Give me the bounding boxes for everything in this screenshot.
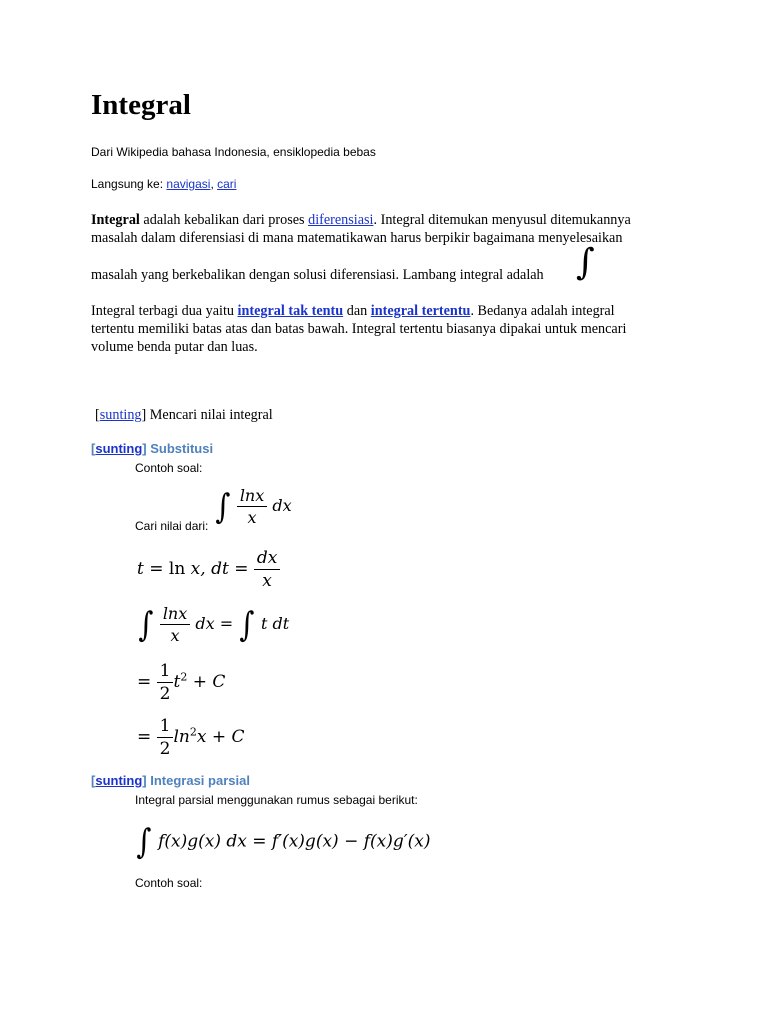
section-3-title: Integrasi parsial	[146, 773, 250, 788]
p1-text-2: . Integral ditemukan menyusul ditemukannya	[373, 212, 631, 228]
t-dt: t dt	[261, 614, 290, 633]
bracket-close: ]	[142, 441, 147, 456]
exponent: 2	[180, 670, 188, 684]
denominator: 2	[159, 684, 171, 704]
numerator: 1	[157, 661, 174, 683]
section-heading-substitution	[91, 441, 213, 456]
sub-mid: x, dt =	[185, 559, 254, 579]
find-value-label: Cari nilai dari:	[135, 519, 209, 533]
p1-text-1: adalah kebalikan dari proses	[139, 212, 309, 228]
integral-rewrite	[137, 604, 289, 645]
jump-links	[91, 177, 236, 191]
integral-sign: ∫	[136, 822, 152, 862]
section-heading-finding-integral	[95, 406, 273, 424]
integral-symbol: ∫	[576, 242, 595, 283]
bracket-open: [	[95, 407, 100, 423]
integral-term: Integral	[91, 212, 140, 228]
p2-text-3: . Bedanya adalah integral	[470, 303, 615, 319]
p2-text-2: dan	[343, 303, 371, 319]
navigation-link[interactable]: navigasi	[166, 177, 211, 191]
sub-lhs: t =	[137, 559, 169, 579]
numerator: 1	[157, 716, 174, 738]
problem-integral	[214, 486, 292, 527]
jump-separator: ,	[210, 177, 218, 191]
fraction	[160, 604, 190, 645]
denominator: x	[170, 626, 180, 645]
bracket-close: ]	[142, 773, 147, 788]
denominator: x	[262, 571, 272, 591]
integral-sign: ∫	[215, 486, 231, 527]
parts-expression: f(x)g(x) dx = f′(x)g(x) − f(x)g′(x)	[158, 831, 431, 852]
integral-sign: ∫	[239, 604, 255, 645]
fraction	[254, 548, 280, 591]
paragraph-1-line-2: masalah dalam diferensiasi di mana matematikawan harus berpikir bagaimana menyelesaikan	[91, 230, 623, 246]
equals: =	[137, 672, 152, 692]
page-title: Integral	[91, 89, 191, 121]
search-link[interactable]: cari	[217, 177, 237, 191]
plus-c: + C	[206, 727, 245, 747]
section-1-title: Mencari nilai integral	[146, 407, 273, 423]
ln-function: ln	[168, 559, 186, 579]
paragraph-2-line-1	[91, 302, 615, 320]
result-step-1	[137, 661, 225, 704]
section-2-title: Substitusi	[146, 441, 214, 456]
definite-integral-link[interactable]: integral tertentu	[370, 303, 471, 319]
integral-sign: ∫	[138, 604, 154, 645]
edit-link-section-3[interactable]: sunting	[95, 773, 143, 788]
edit-link-section-2[interactable]: sunting	[95, 441, 143, 456]
t-var: t	[173, 672, 181, 692]
paragraph-2-line-3: volume benda putar dan luas.	[91, 339, 258, 355]
bracket-open: [	[91, 773, 96, 788]
differential: dx	[195, 614, 215, 633]
jump-prefix: Langsung ke:	[91, 177, 167, 191]
denominator: 2	[159, 739, 171, 759]
fraction	[157, 716, 174, 759]
plus-c: + C	[187, 672, 226, 692]
denominator: x	[247, 508, 257, 527]
section-heading-integration-by-parts	[91, 773, 250, 788]
indefinite-integral-link[interactable]: integral tak tentu	[237, 303, 344, 319]
ln-var: ln	[173, 727, 190, 747]
fraction	[157, 661, 174, 704]
parts-formula	[135, 822, 430, 862]
bracket-open: [	[91, 441, 96, 456]
substitution-example-label: Contoh soal:	[135, 461, 203, 475]
x-var: x	[196, 727, 207, 747]
paragraph-2-line-2: tertentu memiliki batas atas dan batas bawah. Integral tertentu biasanya dipakai untuk mencari	[91, 321, 627, 337]
parts-intro: Integral parsial menggunakan rumus sebagai berikut:	[135, 793, 418, 807]
equals: =	[219, 614, 234, 633]
fraction	[237, 486, 267, 527]
paragraph-1-line-3: masalah yang berkebalikan dengan solusi diferensiasi. Lambang integral adalah	[91, 267, 544, 283]
numerator: lnx	[160, 604, 190, 625]
tagline: Dari Wikipedia bahasa Indonesia, ensiklopedia bebas	[91, 145, 376, 159]
exponent: 2	[189, 725, 197, 739]
differential: dx	[272, 496, 292, 515]
substitution-step	[137, 548, 280, 591]
numerator: dx	[254, 548, 280, 570]
bracket-close: ]	[141, 407, 147, 423]
differentiation-link[interactable]: diferensiasi	[308, 212, 374, 228]
equals: =	[137, 727, 152, 747]
result-step-2	[137, 716, 245, 759]
p2-text-1: Integral terbagi dua yaitu	[91, 303, 238, 319]
edit-link-section-1[interactable]: sunting	[99, 407, 142, 423]
paragraph-1-line-1	[91, 211, 631, 229]
numerator: lnx	[237, 486, 267, 507]
parts-example-label: Contoh soal:	[135, 876, 203, 890]
